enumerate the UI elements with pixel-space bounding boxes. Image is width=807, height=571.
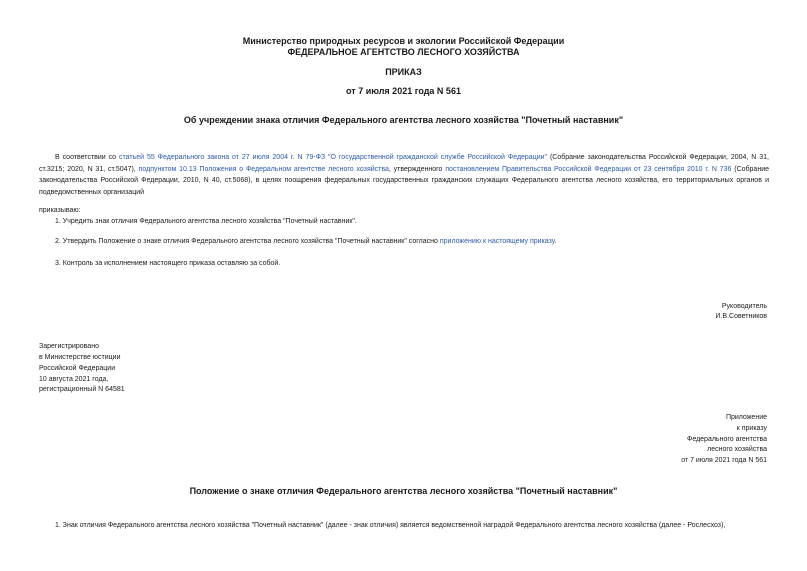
preamble-text-3: , утвержденного xyxy=(388,165,446,173)
government-decree-link[interactable]: постановлением Правительства Российской Федерации от 23 сентября 2010 г. N 736 xyxy=(445,165,732,173)
appendix-line-1: Приложение xyxy=(725,414,767,421)
registration-line-5: регистрационный N 64581 xyxy=(39,386,125,393)
registration-line-3: Российской Федерации xyxy=(39,365,116,372)
order-word: приказываю: xyxy=(39,207,81,214)
preamble-text-1: В соответствии со xyxy=(55,154,120,161)
preamble-paragraph xyxy=(39,152,769,198)
preamble-text-2: (Собрание законодательства Российской Федерации, 2004, N 31, ст.3215; 2020, N 31, ст.5047), xyxy=(39,154,769,173)
ministry-name: Министерство природных ресурсов и экологии Российской Федерации xyxy=(242,36,565,46)
section-paragraph-1: 1. Знак отличия Федерального агентства лесного хозяйства "Почетный наставник" (далее - знак отличия) является ведомственной наградой Федерального агентства лесного хозяйства (далее - Рослесхоз), xyxy=(55,522,726,529)
document-type: ПРИКАЗ xyxy=(385,67,422,77)
order-item-2-text: 2. Утвердить Положение о знаке отличия Федерального агентства лесного хозяйства "Почетный наставник" согласно xyxy=(55,238,440,245)
regulation-subclause-link[interactable]: подпунктом 10.13 Положения о Федеральном агентстве лесного хозяйства xyxy=(138,165,389,173)
agency-name: ФЕДЕРАЛЬНОЕ АГЕНТСТВО ЛЕСНОГО ХОЗЯЙСТВА xyxy=(287,47,520,57)
order-item-2-end: . xyxy=(554,238,557,245)
appendix-line-4: лесного хозяйства xyxy=(707,446,767,453)
appendix-link[interactable]: приложению к настоящему приказу xyxy=(439,238,555,245)
order-item-1: 1. Учредить знак отличия Федерального агентства лесного хозяйства "Почетный наставник". xyxy=(55,218,357,225)
section-title: Положение о знаке отличия Федерального агентства лесного хозяйства "Почетный наставник" xyxy=(189,486,618,496)
document-title: Об учреждении знака отличия Федерального агентства лесного хозяйства "Почетный наставник" xyxy=(183,115,624,125)
appendix-line-3: Федерального агентства xyxy=(687,436,767,443)
registration-line-2: в Министерстве юстиции xyxy=(39,354,121,361)
preamble-text-4: (Собрание законодательства Российской Федерации, 2010, N 40, ст.5068), в целях поощрения федеральных государственных гражданских служащих Федерального агентства лесного хозяйства, его территориальных органов и подведомственных организаций xyxy=(39,165,769,196)
appendix-line-2: к приказу xyxy=(736,425,767,432)
signature-name: И.В.Советников xyxy=(715,313,767,320)
registration-line-1: Зарегистрировано xyxy=(39,343,99,350)
signature-position: Руководитель xyxy=(721,303,767,310)
order-item-3: 3. Контроль за исполнением настоящего приказа оставляю за собой. xyxy=(55,260,281,267)
appendix-line-5: от 7 июля 2021 года N 561 xyxy=(681,457,767,464)
order-item-2 xyxy=(55,236,556,248)
document-date: от 7 июля 2021 года N 561 xyxy=(346,86,461,96)
federal-law-link[interactable]: статьей 55 Федерального закона от 27 июля 2004 г. N 79-ФЗ "О государственной гражданской службе Российской Федерации" xyxy=(119,154,548,161)
registration-line-4: 10 августа 2021 года, xyxy=(39,376,109,383)
